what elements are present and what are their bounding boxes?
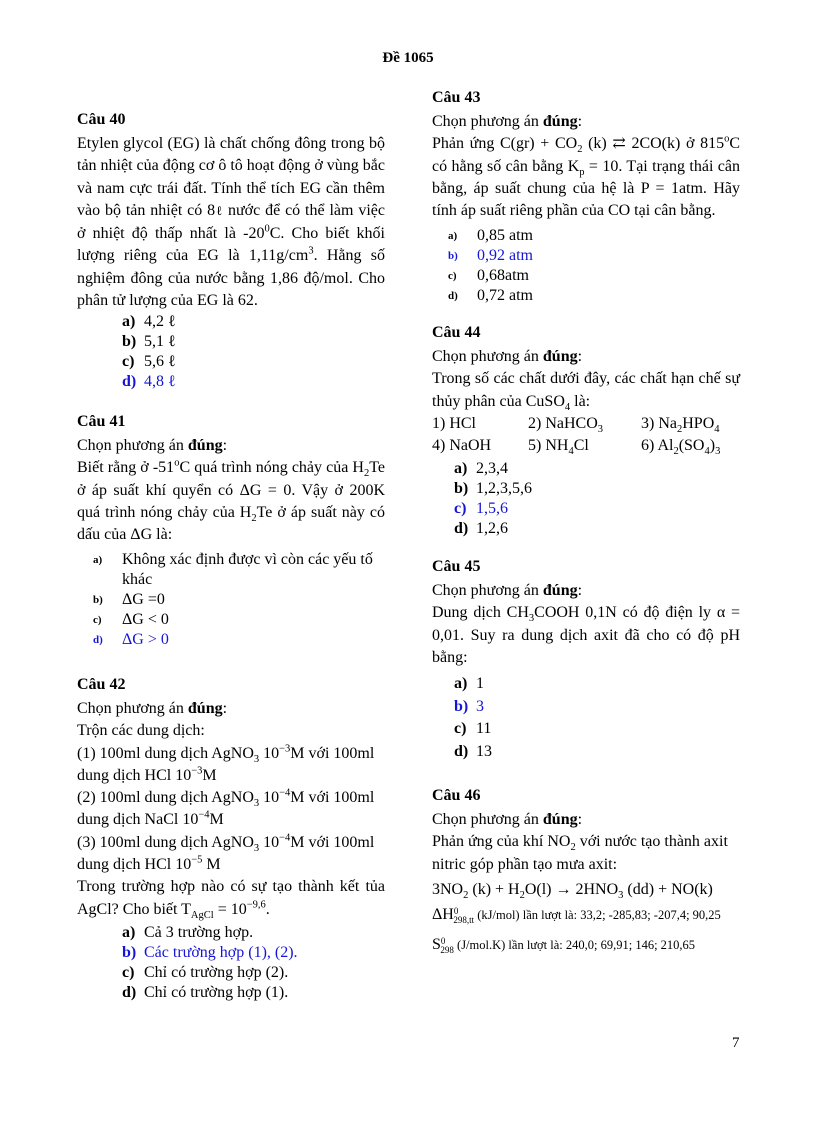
question-text: Phản ứng $C(gr) + CO_2$ (k) ⇄ 2CO(k) ở 815$^o$C có hằng số cân bằng $K_p = 10$. Tại trạng thái cân bằng, áp suất chung của hệ là P = 1atm. Hãy tính áp suất riêng phần của CO tại cân bằng. <box>432 133 741 220</box>
instruction: Chọn phương án đúng: <box>432 811 583 828</box>
chem-3: 3) $Na_2HPO_4$ <box>641 414 720 436</box>
chem-4: 4) NaOH <box>432 436 492 454</box>
instruction: Chọn phương án đúng: <box>77 437 228 454</box>
chemical-list <box>432 413 740 457</box>
question-intro: Trộn các dung dịch: <box>77 722 205 740</box>
question-42 <box>77 675 385 1003</box>
option-d[interactable]: d) 1,2,6 <box>454 519 508 537</box>
question-46 <box>432 786 740 957</box>
question-title: Câu 43 <box>432 89 481 106</box>
answer-options <box>454 673 740 763</box>
option-b-correct[interactable]: b) Các trường hợp (1), (2). <box>122 943 298 961</box>
question-text: Etylen glycol (EG) là chất chống đông trong bộ tản nhiệt của động cơ ô tô hoạt động ở vùng bắc và nam cực trái đất. Tính thể tích EG cần thêm vào bộ tản nhiệt có 8ℓ nước để có thể làm việc ở nhiệt độ thấp nhất là $-20^0C$. Cho biết khối lượng riêng của EG là $1,11g/cm^3$. Hằng số nghiệm đông của nước bằng 1,86 độ/mol. Cho phân tử lượng của EG là 62. <box>77 135 385 310</box>
option-c[interactable]: c) ΔG < 0 <box>93 611 169 629</box>
question-text: Dung dịch $CH_3COOH$ 0,1N có độ điện ly α = 0,01. Suy ra dung dịch axit đã cho có độ pH bằng: <box>432 604 740 666</box>
option-c[interactable]: c) 11 <box>454 720 492 738</box>
answer-options <box>448 226 740 306</box>
option-d-correct[interactable]: d) 4,8 ℓ <box>122 373 176 391</box>
chem-5: 5) $NH_4Cl$ <box>528 436 589 458</box>
option-b[interactable]: b) 1,2,3,5,6 <box>454 479 532 497</box>
question-40 <box>77 110 385 392</box>
question-43 <box>432 88 740 306</box>
option-a[interactable]: a) Cả 3 trường hợp. <box>122 923 254 941</box>
option-d[interactable]: d) 13 <box>454 742 492 760</box>
option-c-correct[interactable]: c) 1,5,6 <box>454 499 508 517</box>
question-text: Biết rằng ở -51$^o$C quá trình nóng chảy của $H_2Te$ ở áp suất khí quyển có ΔG = 0. Vậy ở 200K quá trình nóng chảy của $H_2Te$ ở áp suất này có dấu của ΔG là: <box>77 457 386 544</box>
question-text: Trong số các chất dưới đây, các chất hạn chế sự thủy phân của CuSO$_4$ là: <box>432 370 740 413</box>
question-45 <box>432 557 740 763</box>
option-b[interactable]: b) 5,1 ℓ <box>122 333 176 351</box>
question-title: Câu 44 <box>432 324 481 341</box>
question-text: Phản ứng của khí $NO_2$ với nước tạo thành axit nitric góp phần tạo mưa axit: <box>432 833 728 873</box>
option-a[interactable]: a) Không xác định được vì còn các yếu tố khác <box>93 551 373 589</box>
question-41 <box>77 412 385 650</box>
question-title: Câu 40 <box>77 111 126 128</box>
option-d[interactable]: d) Chỉ có trường hợp (1). <box>122 983 289 1001</box>
answer-options <box>122 312 385 392</box>
page-number: 7 <box>732 1035 740 1051</box>
option-d[interactable]: d) 0,72 atm <box>448 287 533 305</box>
option-c[interactable]: c) 0,68atm <box>448 267 529 285</box>
mixture-3: (3) 100ml dung dịch AgNO$_3$ $10^{-4}M$ với 100ml dung dịch HCl $10^{-5}$ M <box>77 832 375 874</box>
answer-options <box>93 550 385 650</box>
entropy-values: $S^0_{298}$ (J/mol.K) lần lượt là: 240,0; 69,91; 146; 210,65 <box>432 936 696 955</box>
question-title: Câu 42 <box>77 676 126 693</box>
enthalpy-values: $\Delta H^0_{298,tt}$ (kJ/mol) lần lượt là: 33,2; -285,83; -207,4; 90,25 <box>432 906 721 925</box>
answer-options <box>454 459 740 539</box>
option-b[interactable]: b) ΔG =0 <box>93 591 165 609</box>
instruction: Chọn phương án đúng: <box>432 113 583 130</box>
option-d-correct[interactable]: d) ΔG > 0 <box>93 631 169 649</box>
option-a[interactable]: a) 2,3,4 <box>454 459 508 477</box>
option-c[interactable]: c) Chỉ có trường hợp (2). <box>122 963 289 981</box>
question-title: Câu 46 <box>432 787 481 804</box>
mixture-2: (2) 100ml dung dịch AgNO$_3$ $10^{-4}M$ với 100ml dung dịch NaCl $10^{-4}M$ <box>77 787 375 829</box>
question-text: Trong trường hợp nào có sự tạo thành kết tủa AgCl? Cho biết $T_{AgCl} = 10^{-9,6}$. <box>77 878 385 921</box>
reaction-equation: $3NO_2$ $(k) + H_2O(l) \to 2HNO_3$ (dd) + NO(k) <box>432 880 713 902</box>
option-c[interactable]: c) 5,6 ℓ <box>122 353 176 371</box>
option-b-correct[interactable]: b) 0,92 atm <box>448 247 533 265</box>
chem-2: 2) NaHCO$_3$ <box>528 414 604 436</box>
chem-1: 1) HCl <box>432 414 476 432</box>
option-b-correct[interactable]: b) 3 <box>454 697 484 715</box>
question-44 <box>432 323 740 539</box>
option-a[interactable]: a) 0,85 atm <box>448 227 533 245</box>
option-a[interactable]: a) 4,2 ℓ <box>122 313 176 331</box>
exam-title: Đề 1065 <box>382 50 434 66</box>
question-title: Câu 41 <box>77 413 126 430</box>
answer-options <box>122 923 385 1003</box>
mixture-1: (1) 100ml dung dịch AgNO$_3$ $10^{-3}M$ với 100ml dung dịch HCl $10^{-3}M$ <box>77 743 375 784</box>
question-title: Câu 45 <box>432 558 481 575</box>
instruction: Chọn phương án đúng: <box>432 582 583 599</box>
instruction: Chọn phương án đúng: <box>77 700 228 717</box>
option-a[interactable]: a) 1 <box>454 675 484 693</box>
instruction: Chọn phương án đúng: <box>432 348 583 365</box>
chem-6: 6) $Al_2(SO_4)_3$ <box>641 436 721 458</box>
